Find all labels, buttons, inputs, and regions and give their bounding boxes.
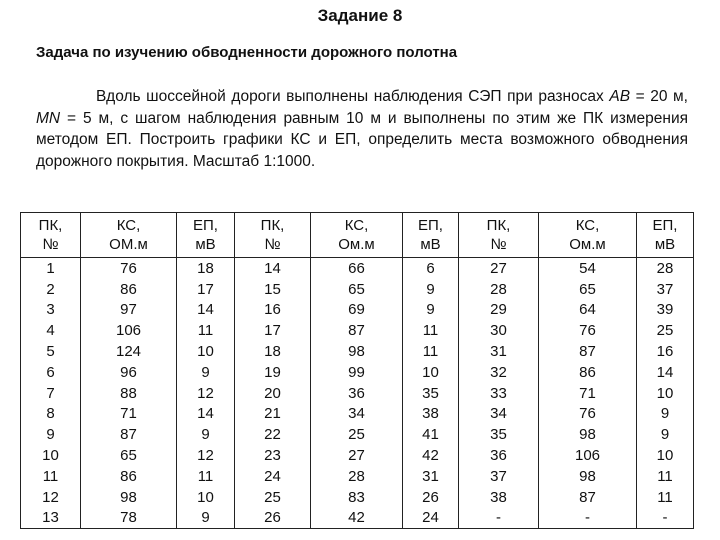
table-cell: 9 — [403, 300, 459, 321]
table-cell: 31 — [459, 341, 539, 362]
table-cell: 86 — [539, 362, 637, 383]
column-header-line: ПК, — [486, 217, 511, 234]
table-cell: 28 — [459, 279, 539, 300]
table-cell: 98 — [539, 466, 637, 487]
table-cell: 9 — [637, 404, 694, 425]
column-header — [311, 213, 403, 258]
table-cell: 35 — [459, 424, 539, 445]
table-cell: 32 — [459, 362, 539, 383]
table-cell: 65 — [311, 279, 403, 300]
table-cell: 24 — [403, 508, 459, 529]
column-header-line: ПК, — [260, 217, 285, 234]
column-header-line: № — [42, 236, 59, 253]
table-cell: 6 — [21, 362, 81, 383]
table-cell: 87 — [539, 487, 637, 508]
table-cell: 11 — [177, 320, 235, 341]
table-cell: 19 — [235, 362, 311, 383]
table-row — [21, 279, 694, 300]
table-cell: 42 — [403, 445, 459, 466]
column-header — [403, 213, 459, 258]
table-cell: 20 — [235, 383, 311, 404]
table-cell: 24 — [235, 466, 311, 487]
table-cell: 16 — [235, 300, 311, 321]
table-cell: 21 — [235, 404, 311, 425]
column-header-line: ЕП, — [652, 217, 678, 234]
table-cell: 3 — [21, 300, 81, 321]
table-cell: 9 — [637, 424, 694, 445]
table-cell: 27 — [459, 258, 539, 279]
column-header — [21, 213, 81, 258]
table-cell: 86 — [81, 279, 177, 300]
table-cell: 69 — [311, 300, 403, 321]
table-cell: 96 — [81, 362, 177, 383]
table-cell: 78 — [81, 508, 177, 529]
table-cell: 26 — [235, 508, 311, 529]
table-cell: 7 — [21, 383, 81, 404]
table-cell: 10 — [177, 487, 235, 508]
table-cell: 10 — [637, 383, 694, 404]
table-cell: 87 — [81, 424, 177, 445]
table-cell: 28 — [637, 258, 694, 279]
table-cell: 23 — [235, 445, 311, 466]
table-cell: 35 — [403, 383, 459, 404]
page-title: Задание 8 — [317, 6, 403, 25]
column-header — [235, 213, 311, 258]
table-cell: 9 — [403, 279, 459, 300]
ab-label: AB — [609, 88, 631, 105]
column-header-line: ПК, — [38, 217, 63, 234]
table-cell: 76 — [539, 404, 637, 425]
table-cell: 99 — [311, 362, 403, 383]
column-header-line: № — [490, 236, 507, 253]
table-cell: 12 — [177, 445, 235, 466]
table-cell: 17 — [177, 279, 235, 300]
table-cell: 83 — [311, 487, 403, 508]
table-cell: 11 — [637, 466, 694, 487]
table-cell: 5 — [21, 341, 81, 362]
column-header-line: КС, — [344, 217, 369, 234]
table-row — [21, 383, 694, 404]
table-cell: 9 — [177, 362, 235, 383]
column-header-line: ЕП, — [418, 217, 443, 234]
table-cell: 54 — [539, 258, 637, 279]
table-cell: 11 — [21, 466, 81, 487]
table-cell: 86 — [81, 466, 177, 487]
column-header-line: мВ — [654, 236, 676, 253]
table-cell: 106 — [81, 320, 177, 341]
table-cell: 71 — [81, 404, 177, 425]
table-cell: 38 — [459, 487, 539, 508]
column-header-line: № — [264, 236, 281, 253]
table-cell: 11 — [177, 466, 235, 487]
table-cell: 11 — [403, 341, 459, 362]
mn-label: MN — [36, 109, 61, 127]
table-cell: 6 — [403, 258, 459, 279]
table-cell: 26 — [403, 487, 459, 508]
table-cell: 10 — [177, 341, 235, 362]
table-body — [21, 258, 694, 529]
table-cell: 9 — [177, 508, 235, 529]
column-header-line: мВ — [420, 236, 441, 253]
table-cell: 42 — [311, 508, 403, 529]
task-heading: Задача по изучению обводненности дорожного полотна — [36, 44, 458, 61]
table-cell: 4 — [21, 320, 81, 341]
intro-part-3: = 5 м, с шагом наблюдения равным 10 м и выполнены по этим же ПК измерения методом ЕП. Построить графики КС и ЕП, определить места возможного обводнения дорожного покрытия. Масштаб 1:1000. — [36, 109, 688, 170]
table-cell: 12 — [21, 487, 81, 508]
table-cell: 97 — [81, 300, 177, 321]
column-header-line: Ом.м — [338, 236, 375, 253]
table-cell: 14 — [177, 300, 235, 321]
table-cell: 34 — [459, 404, 539, 425]
table-row — [21, 341, 694, 362]
column-header-line: ЕП, — [193, 217, 218, 234]
table-cell: 98 — [539, 424, 637, 445]
table-cell: 2 — [21, 279, 81, 300]
table-cell: 38 — [403, 404, 459, 425]
table-cell: 12 — [177, 383, 235, 404]
column-header — [637, 213, 694, 258]
table-cell: 88 — [81, 383, 177, 404]
table-cell: 17 — [235, 320, 311, 341]
table-cell: 25 — [311, 424, 403, 445]
column-header-line: КС, — [575, 217, 600, 234]
table-cell: 87 — [311, 320, 403, 341]
table-cell: 98 — [81, 487, 177, 508]
table-cell: 76 — [81, 258, 177, 279]
table-cell: 15 — [235, 279, 311, 300]
table-cell: 25 — [637, 320, 694, 341]
table-cell: 16 — [637, 341, 694, 362]
table-row — [21, 362, 694, 383]
table-cell: 36 — [311, 383, 403, 404]
table-cell: 28 — [311, 466, 403, 487]
column-header-line: КС, — [116, 217, 141, 234]
table-cell: 9 — [177, 424, 235, 445]
table-cell: 37 — [459, 466, 539, 487]
table-cell: 11 — [637, 487, 694, 508]
intro-part-1: Вдоль шоссейной дороги выполнены наблюдения СЭП при разносах — [96, 88, 610, 105]
table-row — [21, 445, 694, 466]
column-header-line: мВ — [195, 236, 216, 253]
table-cell: 66 — [311, 258, 403, 279]
table-cell: 36 — [459, 445, 539, 466]
table-cell: 8 — [21, 404, 81, 425]
table-cell: 10 — [21, 445, 81, 466]
table-cell: 31 — [403, 466, 459, 487]
table-cell: 18 — [177, 258, 235, 279]
table-cell: 76 — [539, 320, 637, 341]
table-cell: 10 — [637, 445, 694, 466]
table-cell: 9 — [21, 424, 81, 445]
column-header-line: Ом.м — [569, 236, 606, 253]
table-row — [21, 300, 694, 321]
table-cell: - — [459, 508, 539, 529]
table-cell: 37 — [637, 279, 694, 300]
table-cell: 18 — [235, 341, 311, 362]
table-cell: 65 — [539, 279, 637, 300]
table-row — [21, 466, 694, 487]
task-description — [36, 86, 688, 172]
table-cell: 30 — [459, 320, 539, 341]
table-header-row — [21, 213, 694, 258]
table-cell: 41 — [403, 424, 459, 445]
table-cell: 13 — [21, 508, 81, 529]
column-header — [539, 213, 637, 258]
table-cell: 64 — [539, 300, 637, 321]
table-cell: 29 — [459, 300, 539, 321]
table-cell: 106 — [539, 445, 637, 466]
table-row — [21, 487, 694, 508]
column-header — [177, 213, 235, 258]
table-row — [21, 258, 694, 279]
column-header — [459, 213, 539, 258]
table-row — [21, 508, 694, 529]
table-cell: 33 — [459, 383, 539, 404]
table-cell: 71 — [539, 383, 637, 404]
table-row — [21, 404, 694, 425]
table-cell: - — [539, 508, 637, 529]
table-cell: 98 — [311, 341, 403, 362]
measurements-table — [20, 212, 694, 529]
table-cell: - — [637, 508, 694, 529]
table-row — [21, 424, 694, 445]
table-cell: 22 — [235, 424, 311, 445]
table-cell: 27 — [311, 445, 403, 466]
table-cell: 14 — [177, 404, 235, 425]
table-cell: 65 — [81, 445, 177, 466]
table-cell: 25 — [235, 487, 311, 508]
table-row — [21, 320, 694, 341]
column-header-line: ОМ.м — [109, 236, 148, 253]
table-cell: 10 — [403, 362, 459, 383]
table-cell: 1 — [21, 258, 81, 279]
table-cell: 34 — [311, 404, 403, 425]
table-cell: 11 — [403, 320, 459, 341]
table-cell: 14 — [637, 362, 694, 383]
table-cell: 124 — [81, 341, 177, 362]
intro-part-2: = 20 м, — [630, 88, 688, 105]
table-cell: 14 — [235, 258, 311, 279]
column-header — [81, 213, 177, 258]
table-cell: 87 — [539, 341, 637, 362]
table-cell: 39 — [637, 300, 694, 321]
